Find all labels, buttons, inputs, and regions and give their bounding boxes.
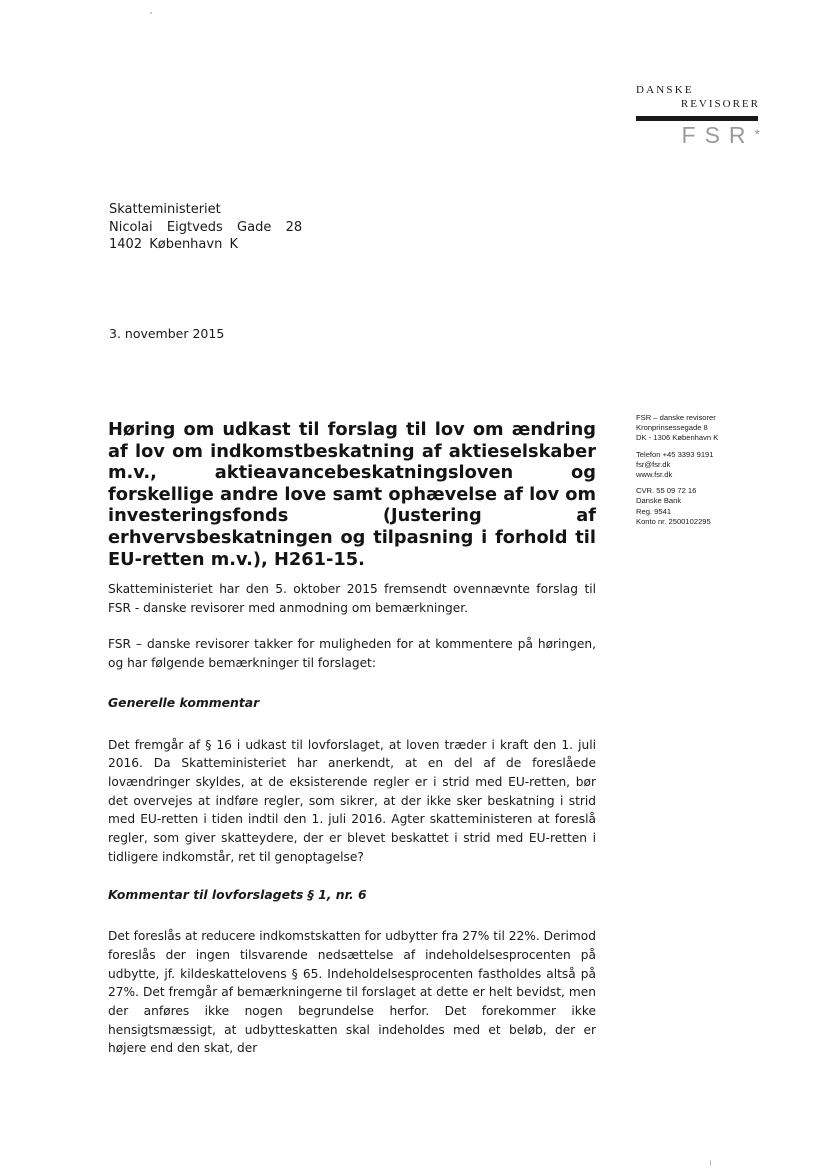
- sender-email: fsr@fsr.dk: [636, 459, 671, 469]
- logo-text-revisorer: REVISORER: [680, 98, 760, 110]
- logo-text-danske: DANSKE: [636, 84, 694, 96]
- logo: [636, 84, 760, 148]
- recipient-street: Nicolai Eigtveds Gade 28: [109, 219, 303, 235]
- paragraph-comment: Det foreslås at reducere indkomstskatten for udbytter fra 27% til 22%. Derimod foreslås der ingen tilsvarende nedsættelse af indeholdelsesprocenten på udbytte, jf. kildeskattelovens § 65. Indeholdelsesprocenten fastholdes altså på 27%. Det fremgår af bemærkningerne til forslaget at dette er helt bevidst, men der anføres ikke nogen begrundelse herfor. Det forekommer ikke hensigtsmæssigt, at udbytteskatten skal indeholdes med et beløb, der er højere end den skat, der: [108, 929, 596, 1056]
- letter-body: [108, 580, 596, 1058]
- scan-speck: [710, 1160, 711, 1166]
- sender-konto: Konto nr. 2500102295: [636, 516, 711, 526]
- logo-bar: [636, 116, 758, 121]
- paragraph-thanks: FSR – danske revisorer takker for muligheden for at kommentere på høringen, og har følgende bemærkninger til forslaget:: [108, 637, 596, 671]
- section-heading-comment: Kommentar til lovforslagets § 1, nr. 6: [108, 887, 367, 903]
- sender-city: DK - 1306 København K: [636, 433, 719, 443]
- sender-address: [636, 413, 718, 444]
- sender-reg: Reg. 9541: [636, 506, 672, 516]
- logo-mark: [636, 122, 760, 148]
- section-heading-general: Generelle kommentar: [108, 694, 260, 710]
- sender-cvr: CVR. 55 09 72 16: [636, 486, 697, 496]
- sender-phone: Telefon +45 3393 9191: [636, 449, 714, 459]
- paragraph-general: Det fremgår af § 16 i udkast til lovforslaget, at loven træder i kraft den 1. juli 2016. Da Skatteministeriet har anerkendt, at en del af de foreslåede lovændringer skyldes, at de eksisterende regler er i strid med EU-retten, bør det overvejes at indføre regler, som sikrer, at der ikke sker beskatning i strid med EU-retten i tiden indtil den 1. juli 2016. Agter skatteministeren at foreslå regler, som giver skatteydere, der er blevet beskattet i strid med EU-retten i tidligere indkomstår, ret til genoptagelse?: [108, 737, 596, 864]
- sender-bank-name: Danske Bank: [636, 496, 682, 506]
- scan-speck: [150, 12, 152, 14]
- sender-street: Kronprinsessegade 8: [636, 423, 708, 433]
- logo-mark-text: FSR: [681, 122, 755, 148]
- sender-info: [636, 413, 718, 533]
- recipient-name: Skatteministeriet: [109, 202, 221, 217]
- sender-web: www.fsr.dk: [636, 470, 673, 480]
- logo-star: *: [754, 126, 760, 142]
- letter-date: 3. november 2015: [109, 326, 225, 341]
- sender-org: FSR – danske revisorer: [636, 413, 716, 422]
- paragraph-intro: Skatteministeriet har den 5. oktober 2015 fremsendt ovennævnte forslag til FSR - danske revisorer med anmodning om bemærkninger.: [108, 582, 596, 615]
- recipient-city: 1402 København K: [109, 237, 238, 252]
- recipient-address: [109, 201, 302, 254]
- sender-contact: [636, 450, 718, 481]
- sender-bank: [636, 486, 718, 527]
- letter-title: Høring om udkast til forslag til lov om ændring af lov om indkomstbeskatning af aktieselskaber m.v., aktieavancebeskatningsloven og forskellige andre love samt ophævelse af lov om investeringsfonds (Justering af erhvervsbeskatningen og tilpasning i forhold til EU-retten m.v.), H261-15.: [108, 419, 596, 570]
